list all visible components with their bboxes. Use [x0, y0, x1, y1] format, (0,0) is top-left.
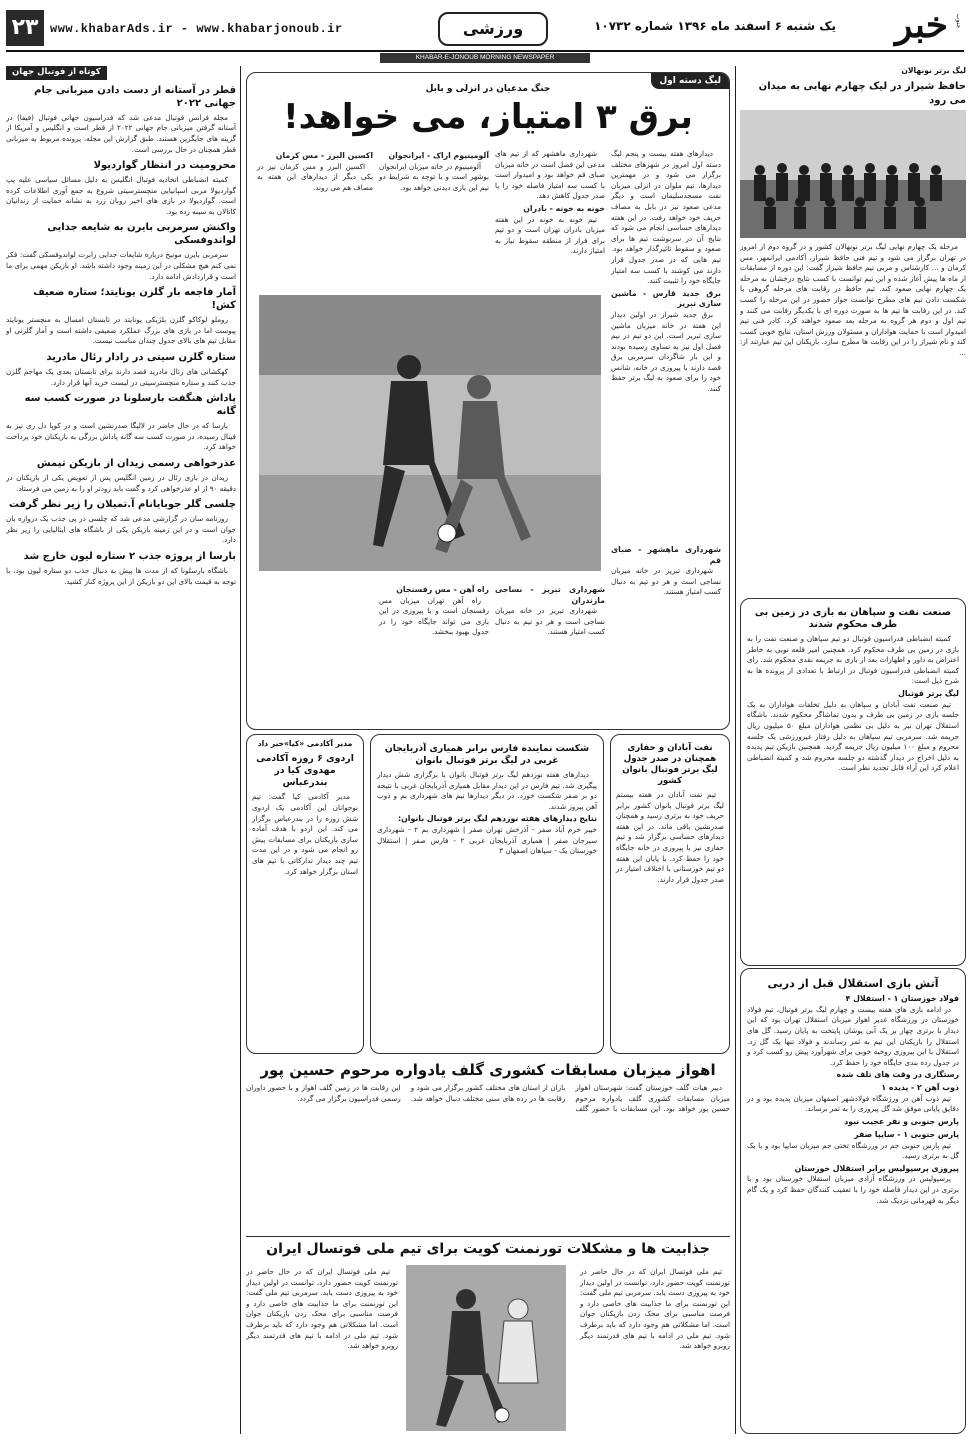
article-column — [495, 583, 605, 640]
article-women-abadan — [610, 734, 730, 1054]
match-photo — [259, 295, 601, 571]
article-subheading: شهرداری تبریز - نساجی مازندران — [495, 585, 605, 605]
team-photo-image — [740, 110, 966, 238]
section-title: ورزشی — [438, 12, 548, 46]
article-column — [379, 149, 489, 195]
article-headline: جذابیت ها و مشکلات تورنمنت کویت برای تیم ملی فوتسال ایران — [266, 1241, 710, 1257]
article-body: تیم ملی فوتسال ایران که در حال حاضر در تورنمنت کویت حضور دارد، توانست در اولین دیدار خود به پیروزی دست یابد. سرمربی تیم ملی گفت: این تورنمنت برای ما جذابیت های خاصی دارد و فرصت مناسبی برای محک زدن بازیکنان جوان است. اما مشکلاتی هم وجود دارد که باید برطرف شود. تیم ملی در ادامه با تیم های قدرتمند دیگر روبرو خواهد شد. — [580, 1267, 730, 1351]
news-item-title: عذرخواهی رسمی زیدان از بازیکن تیمش — [36, 458, 236, 469]
article-body: تیم صنعت نفت آبادان و سپاهان به دلیل تخلفات هواداران به یک جلسه بازی در زمین بی طرف و بدون تماشاگر محکوم شدند. باشگاه استقلال تهران نیز به دلیل بی نظمی هواداران مبلغ ۵۰ میلیون ریال جریمه شد. سرمربی تیم سپاهان به دلیل رفتار غیرورزشی یک جلسه محروم و مبلغ ۱۰۰ میلیون ریال جریمه گردید. همچنین بازیکن تیم پدیده به دلیل اخراج در دیدار گذشته دو جلسه محروم شد و کمیته انضباطی اعلام کرد این آراء قابل تجدید نظر است. — [747, 699, 959, 773]
news-item-body: سرمربی بایرن مونیخ درباره شایعات جدایی رابرت لواندوفسکی گفت: فکر نمی کنم هیچ مشکلی در این زمینه وجود داشته باشد. او بازیکن مهمی برای ما است و قراردادش ادامه دارد. — [6, 250, 236, 281]
article-column — [611, 543, 721, 600]
article-subheading: برق جدید قارس - ماشین سازی تبریز — [611, 288, 721, 309]
article-body: شهرداری ماهشهر که از تیم های مدعی این فصل است در خانه میزبان صبای قم خواهد بود و امیدوار است با کسب سه امتیاز فاصله خود را با صدر جدول کاهش دهد. — [495, 149, 605, 201]
futsal-photo-image — [406, 1265, 566, 1431]
article-headline: برق ۳ امتیاز، می خواهد! — [283, 97, 693, 137]
logo-sub: جنوب — [955, 14, 962, 29]
article-body: دیدارهای هفته بیست و پنجم لیگ دسته اول امروز در شهرهای مختلف برگزار می شود و در مهمترین دیدارها، تیم ملوان در انزلی میزبان نفت مسجدسلیمان است و دیگر مدعی صعود نیز در بابل به مصاف حریف خود خواهد رفت. در این هفته دیدارهای حساسی انجام می شود که نتایج آن در سرنوشت تیم ها برای صعود و سقوط تاثیرگذار خواهد بود. تیم هایی که در صدر جدول قرار دارند می کوشند با کسب سه امتیاز جایگاه خود را تثبیت کنند. — [611, 149, 721, 286]
section-tag: کوتاه از فوتبال جهان — [6, 66, 107, 80]
article-subheading: پیروزی پرسپولیس برابر استقلال خوزستان — [794, 1163, 959, 1173]
masthead — [6, 4, 964, 52]
article-subheading: آلومینیوم اراک - ایرانجوان — [388, 151, 489, 160]
article-headline: اهواز میزبان مسابقات کشوری گلف یادواره مرحوم حسین پور — [260, 1061, 716, 1079]
match-score: فولاد خوزستان ۱ - استقلال ۴ — [845, 994, 959, 1003]
article-body: مرحله یک چهارم نهایی لیگ برتر نونهالان کشور و در گروه دوم از امروز در تهران برگزار می شود و تیم فنی حافظ شیراز، آکادمی ایرانمهر، مس کرمان و ... کارشناس و مربی تیم حافظ شیراز گفت: این دوره از مسابقات از ماه ها پیش آغاز شده و این تیم توانست با کسب نتایج درخشان به مرحله یک چهارم نهایی صعود کند. تیم حافظ در رقابت های مرحله گروهی با شکست دادن تیم های مطرح توانست جواز حضور در این مرحله را کسب کند. در این رقابت ها تیم ها به صورت دوره ای با یکدیگر رقابت می کنند و تیم اول و دوم هر گروه به مرحله بعد صعود خواهند کرد. کادر فنی تیم امیدوار است با حمایت هواداران و مسئولان ورزش استان، نتایج خوبی کسب کند و نام شیراز را در این رقابت ها مطرح سازد. بازیکنان این تیم عبارتند از: ... — [740, 242, 966, 357]
article-body: پرسپولیس در ورزشگاه آزادی میزبان استقلال خوزستان بود و با برتری در این دیدار فاصله خود را با تعقیب کنندگان حفظ کرد و یک گام دیگر به قهرمانی نزدیک شد. — [747, 1174, 959, 1205]
news-item-title: محرومیت در انتظار گواردیولا — [93, 160, 236, 172]
masthead-band: KHABAR-E-JONOUB MORNING NEWSPAPER — [380, 53, 590, 63]
article-title: شکست نماینده فارس برابر همیاری آذربایجان غربی در لیگ برتر فوتبال بانوان — [384, 743, 590, 766]
article-body: کمیته انضباطی فدراسیون فوتبال دو تیم سپاهان و صنعت نفت را به بازی در زمین بی طرف محکوم کرد. همچنین امیر قلعه نویی به خاطر اعتراض به داور و اظهارات بعد از بازی به جریمه نقدی محکوم شد. رای کمیته انضباطی فدراسیون فوتبال در ارتباط با تعدادی از پرونده ها به شرح ذیل است: — [747, 634, 959, 686]
results-heading: نتایج دیدارهای هفته نوزدهم لیگ برتر فوتبال بانوان: — [398, 814, 597, 824]
article-esteghlal — [740, 968, 966, 1434]
article-futsal — [246, 1236, 730, 1434]
news-item-body: کهکشانی های رئال مادرید قصد دارند برای تابستان بعدی یک مهاجم گلزن جذب کنند و ستاره منچسترسیتی در لیست خرید آنها قرار دارد. — [6, 367, 236, 387]
article-body: دیدارهای هفته نوزدهم لیگ برتر فوتبال بانوان با برگزاری شش دیدار پیگیری شد. تیم فارس در این دیدار مقابل همیاری آذربایجان غربی با نتیجه دو بر صفر شکست خورد. در دیگر دیدارها تیم های شهرداری بم و ذوب آهن پیروز شدند. — [377, 770, 597, 811]
article-body: تیم پارس جنوبی جم در ورزشگاه تختی جم میزبان سایپا بود و با یک گل به برتری رسید. — [747, 1140, 959, 1161]
article-league-one — [246, 72, 730, 730]
match-score: پارس جنوبی ۱ - سایپا صفر — [854, 1129, 959, 1139]
article-women-fars — [370, 734, 604, 1054]
article-title: صنعت نفت و سپاهان به بازی در زمین بی طرف محکوم شدند — [754, 607, 952, 630]
news-item-body: روملو لوکاکو گلزن بلژیکی یونایتد در تابستان امسال به منچستر یونایتد پیوست اما در بازی های بزرگ عملکرد ضعیفی داشته است و آمار گلزنی او مقابل تیم های بالای جدول چندان مناسب نیست. — [6, 315, 236, 346]
article-column — [495, 149, 605, 259]
article-body: برق جدید شیراز در اولین دیدار این هفته در خانه میزبان ماشین سازی تبریز است. این دو تیم در نیم فصل اول نیز به تساوی رسیده بودند و این بار شاگردان سرمربی برق قصد دارند با پیروزی در خانه، شانس خود را برای صعود به لیگ برتر حفظ کنند. — [611, 309, 721, 394]
news-item-title: آمار فاجعه بار گلزن یونایتد؛ ستاره ضعیف کش! — [33, 287, 236, 312]
article-subheading: راه آهن - مس رفسنجان — [396, 585, 489, 594]
column-divider — [735, 66, 736, 1434]
article-body: تیم خونه به خونه در این هفته میزبان بادران تهران است و دو تیم برای فرار از منطقه سقوط نیاز به امتیاز دارند. — [495, 214, 605, 256]
article-title: نفت آبادان و حفاری همچنان در صدر جدول لیگ برتر فوتبال بانوان کشور — [622, 743, 718, 786]
results-list: خیبر خرم آباد صفر - آذرخش تهران صفر | شهرداری بم ۲ - شهرداری سیرجان صفر | همیاری آذربایجان غربی ۲ - فارس صفر | استقلال خوزستان یک - سپاهان اصفهان ۳ — [377, 825, 597, 856]
news-item-body: بارسا که در حال حاضر در لالیگا صدرنشین است و در کوپا دل ری نیز به فینال رسیده، در صورت کسب سه گانه پاداش بزرگی به بازیکنان خود پرداخت خواهد کرد. — [6, 421, 236, 452]
article-kicker: جنگ مدعیان در انزلی و بابل — [425, 84, 551, 94]
article-column — [257, 149, 373, 195]
article-column — [611, 149, 721, 397]
article-academy — [246, 734, 364, 1054]
page-number: ۲۳ — [6, 10, 44, 46]
logo-wordmark: خبر — [895, 4, 948, 46]
article-subheading: لیگ برتر فوتبال — [898, 688, 959, 698]
article-body: مدیر آکادمی کیا گفت: تیم نوجوانان این آکادمی یک اردوی شش روزه را در بندرعباس برگزار می کند. این اردو با هدف آماده سازی بازیکنان برای مسابقات پیش رو انجام می شود و در این مدت تیم چند دیدار تدارکاتی با تیم های استان برگزار خواهد کرد. — [252, 792, 358, 876]
website-links[interactable]: www.khabarAds.ir - www.khabarjonoub.ir — [50, 22, 343, 36]
news-item-title: واکنش سرمربی بایرن به شایعه جدایی لواندوفسکی — [47, 222, 236, 247]
article-golf — [246, 1060, 730, 1230]
news-item-body: روزنامه سان در گزارشی مدعی شد که چلسی در پی جذب یک دروازه بان جوان است و در این زمینه بازیکن یکی از باشگاه های ایتالیایی را زیر نظر دارد. — [6, 514, 236, 545]
column-divider — [240, 66, 241, 1434]
article-subheading: پارس جنوبی و نفر عجیب نبود — [844, 1117, 959, 1126]
newspaper-logo[interactable] — [844, 4, 964, 50]
news-item-title: ستاره گلزن سیتی در رادار رئال مادرید — [46, 352, 236, 364]
match-photo-image — [259, 295, 601, 571]
article-subheading: شهرداری ماهشهر - صبای قم — [611, 545, 721, 565]
issue-date: یک شنبه ۶ اسفند ماه ۱۳۹۶ شماره ۱۰۷۳۲ — [594, 19, 836, 33]
article-body: تیم ذوب آهن در ورزشگاه فولادشهر اصفهان میزبان پدیده بود و در دقایق پایانی موفق شد گل پیروزی را به ثمر برساند. — [747, 1093, 959, 1114]
article-body: راه آهن تهران میزبان مس رفسنجان است و با پیروزی در این بازی می تواند جایگاه خود را در جدول بهبود ببخشد. — [379, 595, 489, 637]
article-body: آلومینیوم در خانه میزبان ایرانجوان بوشهر است و با توجه به شرایط دو تیم این بازی دیدنی خواهد بود. — [379, 161, 489, 192]
article-column — [379, 583, 489, 640]
world-football-column — [6, 66, 236, 1434]
news-item-body: زیدان در بازی رئال در زمین انگلیس پس از تعویض یکی از بازیکنان در دقیقه ۹۰ از او عذرخواهی کرد و گفت باید زودتر او را به زمین می فرستاد. — [6, 473, 236, 493]
article-body: تیم ملی فوتسال ایران که در حال حاضر در تورنمنت کویت حضور دارد، توانست در اولین دیدار خود به پیروزی دست یابد. سرمربی تیم ملی گفت: این تورنمنت برای ما جذابیت های خاصی دارد و فرصت مناسبی برای محک زدن بازیکنان جوان است. اما مشکلاتی هم وجود دارد که باید برطرف شود. تیم ملی در ادامه با تیم های قدرتمند دیگر روبرو خواهد شد. — [246, 1267, 398, 1351]
news-item-title: بارسا از پروژه جذب ۲ ستاره لیون خارج شد — [23, 550, 236, 562]
article-title: اردوی ۶ روزه آکادمی مهدوی کیا در بندرعباس — [256, 753, 354, 789]
section-tag: لیگ دسته اول — [651, 73, 729, 89]
news-item-title: پاداش هنگفت بارسلونا در صورت کسب سه گانه — [24, 393, 236, 418]
article-kicker: مدیر آکادمی «کیا»خبر داد — [257, 739, 353, 748]
article-body: در ادامه بازی های هفته بیست و چهارم لیگ برتر فوتبال، تیم فولاد خوزستان در ورزشگاه غدیر اهواز میزبان استقلال تهران بود که این دیدار با برتری چهار بر یک آبی پوشان پایتخت به پایان رسید. گل های استقلال را بازیکنان این تیم به ثمر رساندند و فولاد تنها یک گل زد. استقلال با این پیروزی روحیه خوبی برای شهرآورد پیش رو کسب کرد و در جدول رده بندی جایگاه خود را حفظ کرد. — [747, 1004, 959, 1067]
article-title: آتش بازی استقلال قبل از دربی — [767, 977, 939, 990]
news-item-body: کمیته انضباطی اتحادیه فوتبال انگلیس به دلیل مسائل سیاسی علیه پپ گواردیولا مربی اسپانیایی منچسترسیتی شروع به جمع آوری اطلاعات کرده است. گواردیولا در بازی های اخیر روبان زرد به نشانه حمایت از زندانیان کاتالان به سینه زده بود. — [6, 175, 236, 216]
news-item-body: باشگاه بارسلونا که از مدت ها پیش به دنبال جذب دو ستاره لیون بود، با توجه به قیمت بالای این دو بازیکن از این پروژه کنار کشید. — [6, 565, 236, 586]
futsal-photo — [406, 1265, 566, 1431]
article-body: دبیر هیات گلف خوزستان گفت: شهرستان اهواز میزبان مسابقات کشوری گلف یادواره مرحوم حسین پور خواهد بود. این مسابقات با حضور گلف بازان از استان های مختلف کشور برگزار می شود و رقابت ها در رده های سنی مختلف دنبال خواهد شد. این رقابت ها در زمین گلف اهواز و با حضور داوران رسمی فدراسیون برگزار می گردد. — [246, 1083, 730, 1114]
article-body: اکسین البرز و مس کرمان نیز در یکی دیگر از دیدارهای این هفته به مصاف هم می روند. — [257, 161, 373, 192]
article-body: تیم نفت آبادان در هفته بیستم لیگ برتر فوتبال بانوان کشور برابر حریف خود به برتری رسید و همچنان صدرنشین باقی ماند. در این هفته دیدارهای حساسی برگزار شد و تیم حفاری نیز با پیروزی در خانه جایگاه خود را حفظ کرد. با پایان این هفته دو تیم خوزستانی با اختلاف امتیاز در صدر جدول قرار دارند. — [616, 790, 724, 884]
article-subheading: خونه به خونه - بادران — [523, 203, 605, 213]
match-score: ذوب آهن ۲ - پدیده ۱ — [881, 1083, 959, 1093]
article-subheading: اکسین البرز - مس کرمان — [275, 151, 373, 160]
news-item-title: چلسی گلر جوبایانام آ.تمیلان را زیر نظر گرفت — [8, 499, 236, 511]
article-body: شهرداری تبریز در خانه میزبان نساجی است و هر دو تیم به دنبال کسب امتیاز هستند. — [495, 606, 605, 637]
news-item-body: مجله فرانس فوتبال مدعی شد که فدراسیون جهانی فوتبال (فیفا) در آستانه گرفتن میزبانی جام جهانی ۲۰۲۲ از قطر است و انگلیس و آمریکا از گزینه های جایگزین هستند. طبق گزارش این مجله، پرونده مربوط به میزبانی قطر همچنان در حال بررسی است. — [6, 112, 236, 154]
article-hafez — [740, 66, 966, 596]
news-item-title: قطر در آستانه از دست دادن میزبانی جام جهانی ۲۰۲۲ — [34, 84, 236, 109]
article-subheading: رستگاری در وقت های تلف شده — [836, 1070, 959, 1080]
article-title: حافظ شیراز در لیک چهارم نهایی به میدان می رود — [758, 81, 966, 107]
article-kicker: لیگ برتر نونهالان — [901, 66, 966, 75]
article-penalty — [740, 598, 966, 966]
article-body: شهرداری تبریز در خانه میزبان نساجی است و هر دو تیم به دنبال کسب امتیاز هستند. — [611, 566, 721, 597]
team-photo — [740, 110, 966, 238]
